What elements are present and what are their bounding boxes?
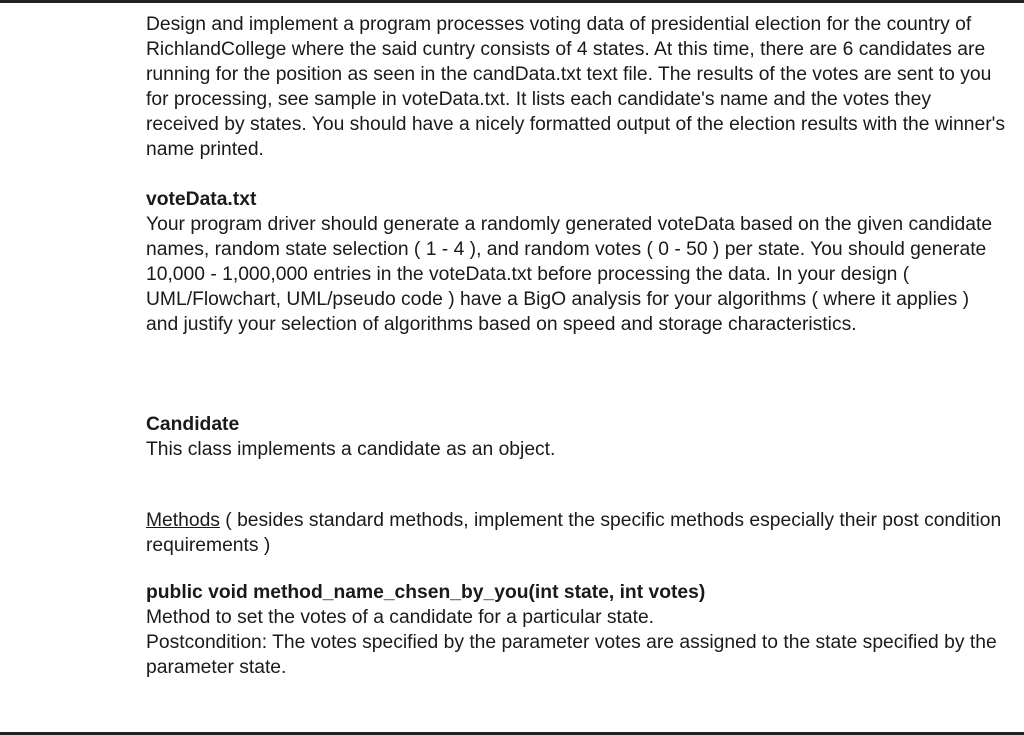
method-signature: public void method_name_chsen_by_you(int state, int votes) [146,582,706,603]
methods-text: ( besides standard methods, implement the specific methods especially their post condition requirements ) [146,510,1002,556]
postcondition-text: Postcondition: The votes specified by the parameter votes are assigned to the state specified by the parameter state. [146,632,997,678]
votedata-heading: voteData.txt [146,189,257,210]
document-body [146,12,1006,680]
votedata-paragraph: Your program driver should generate a randomly generated voteData based on the given candidate names, random state selection ( 1 - 4 ), and random votes ( 0 - 50 ) per state. You should generate 10,000 - 1,000,000 entries in the voteData.txt before processing the data. In your design ( UML/Flowchart, UML/pseudo code ) have a BigO analysis for your algorithms ( where it applies ) and justify your selection of algorithms based on speed and storage characteristics. [146,214,993,335]
top-border [0,0,1024,3]
candidate-description: This class implements a candidate as an object. [146,439,556,460]
methods-label: Methods [146,510,220,531]
intro-paragraph: Design and implement a program processes voting data of presidential election for the country of RichlandCollege where the said cuntry consists of 4 states. At this time, there are 6 candidates are running for the position as seen in the candData.txt text file. The results of the votes are sent to you for processing, see sample in voteData.txt. It lists each candidate's name and the votes they received by states. You should have a nicely formatted output of the election results with the winner's name printed. [146,14,1005,160]
candidate-heading: Candidate [146,414,240,435]
methods-paragraph [146,508,1006,558]
method-description: Method to set the votes of a candidate for a particular state. [146,607,655,628]
